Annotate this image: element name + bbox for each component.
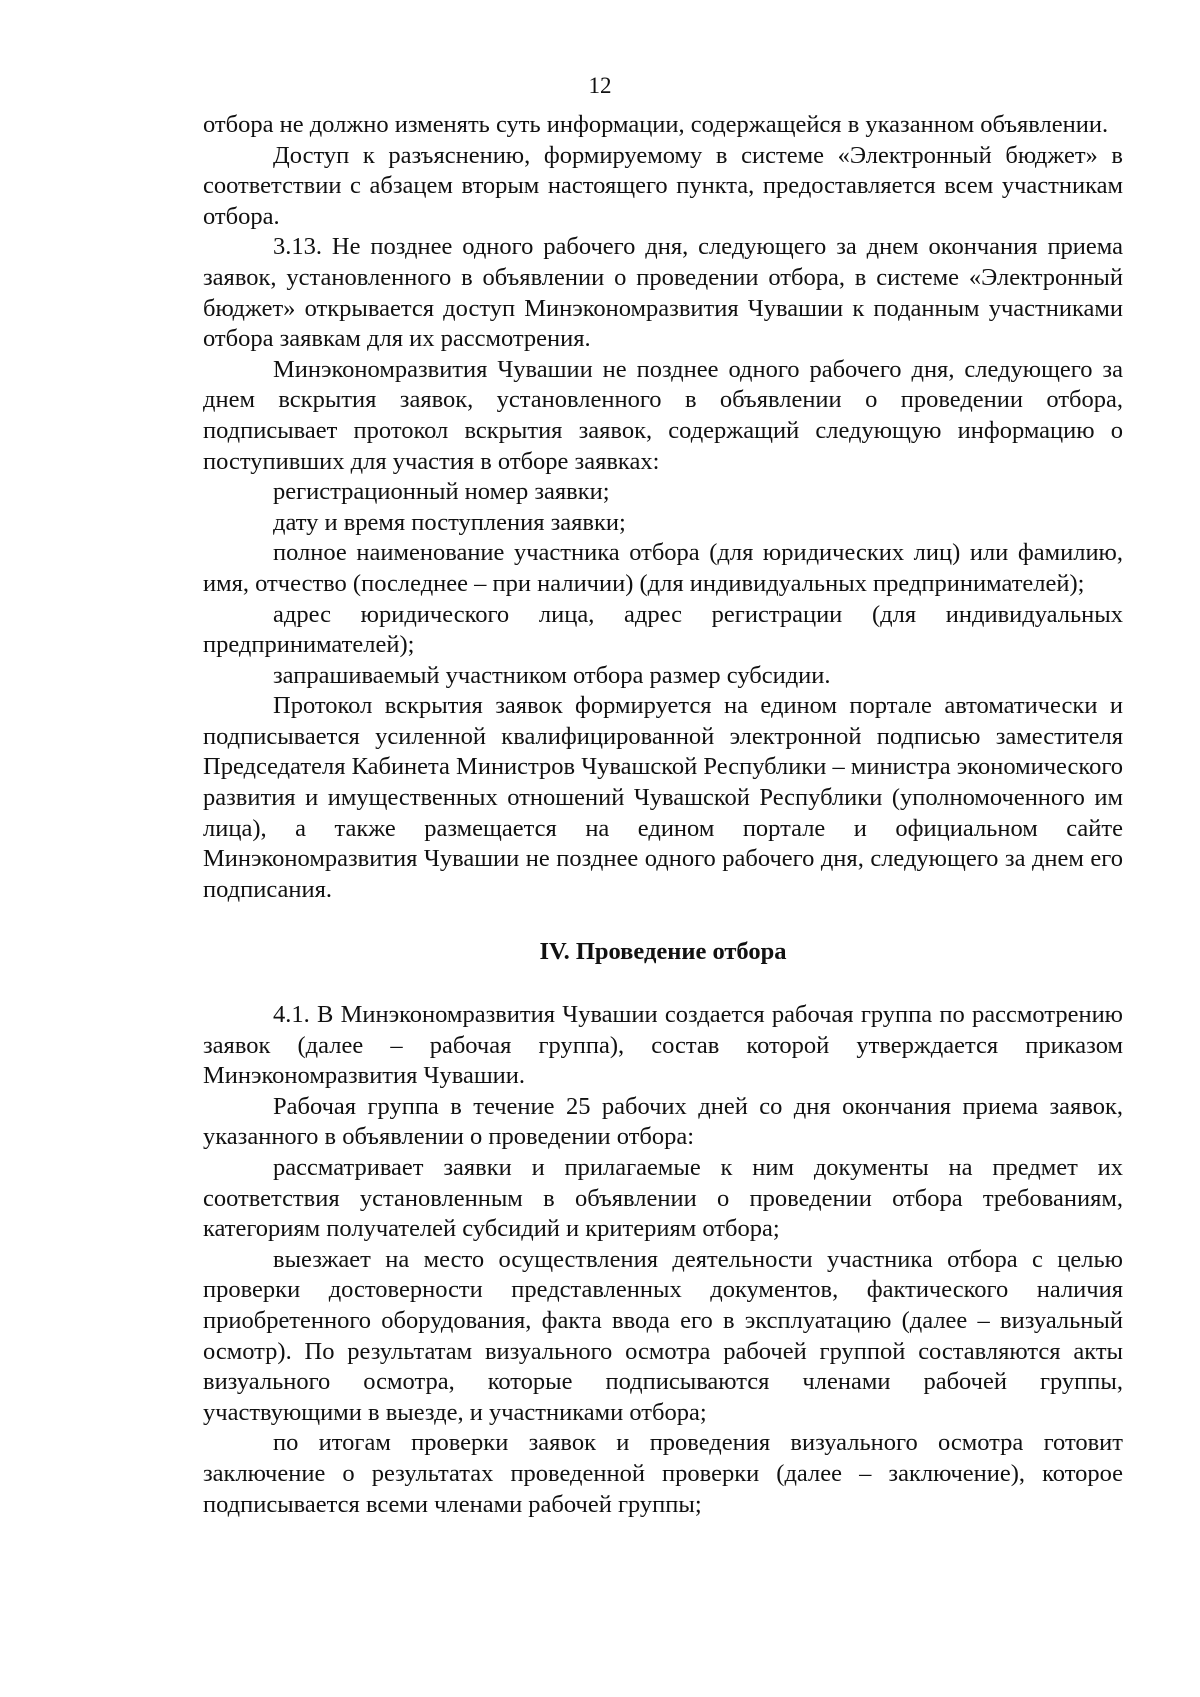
paragraph: рассматривает заявки и прилагаемые к ним документы на предмет их соответствия установленным в объявлении о проведении отбора требованиям, категориям получателей субсидий и критериям отбора; xyxy=(203,1154,1123,1243)
paragraph: Рабочая группа в течение 25 рабочих дней со дня окончания приема заявок, указанного в объявлении о проведении отбора: xyxy=(203,1092,1123,1151)
paragraph: 3.13. Не позднее одного рабочего дня, следующего за днем окончания приема заявок, установленного в объявлении о проведении отбора, в системе «Электронный бюджет» открывается доступ Минэкономразвития Чувашии к поданным участниками отбора заявкам для их рассмотрения. xyxy=(203,233,1123,353)
paragraph: Протокол вскрытия заявок формируется на едином портале автоматически и подписывается усиленной квалифицированной электронной подписью заместителя Председателя Кабинета Министров Чувашской Республики – министра экономического развития и имущественных отношений Чувашской Республики (уполномоченного им лица), а также размещается на едином портале и официальном сайте Минэкономразвития Чувашии не позднее одного рабочего дня, следующего за днем его подписания. xyxy=(203,692,1124,903)
paragraph: запрашиваемый участником отбора размер субсидии. xyxy=(273,661,831,689)
section-heading: IV. Проведение отбора xyxy=(539,938,787,966)
paragraph: отбора не должно изменять суть информации, содержащейся в указанном объявлении. xyxy=(203,111,1109,138)
document-body xyxy=(203,110,1123,1520)
paragraph: адрес юридического лица, адрес регистрации (для индивидуальных предпринимателей); xyxy=(203,600,1123,659)
paragraph: 4.1. В Минэкономразвития Чувашии создается рабочая группа по рассмотрению заявок (далее – рабочая группа), состав которой утверждается приказом Минэкономразвития Чувашии. xyxy=(203,1001,1123,1090)
paragraph: дату и время поступления заявки; xyxy=(273,508,626,536)
paragraphs-after xyxy=(203,1000,1123,1520)
paragraph: выезжает на место осуществления деятельности участника отбора с целью проверки достоверности представленных документов, фактического наличия приобретенного оборудования, факта ввода его в эксплуатацию (далее – визуальный осмотр). По результатам визуального осмотра рабочей группой составляются акты визуального осмотра, которые подписываются членами рабочей группы, участвующими в выезде, и участниками отбора; xyxy=(203,1245,1123,1426)
paragraph: полное наименование участника отбора (для юридических лиц) или фамилию, имя, отчество (последнее – при наличии) (для индивидуальных предпринимателей); xyxy=(203,539,1123,597)
paragraph: Доступ к разъяснению, формируемому в системе «Электронный бюджет» в соответствии с абзацем вторым настоящего пункта, предоставляется всем участникам отбора. xyxy=(203,141,1123,230)
paragraphs-before xyxy=(203,110,1123,905)
paragraph: регистрационный номер заявки; xyxy=(273,478,610,506)
page-number: 12 xyxy=(588,73,612,98)
paragraph: Минэкономразвития Чувашии не позднее одного рабочего дня, следующего за днем вскрытия заявок, установленного в объявлении о проведении отбора, подписывает протокол вскрытия заявок, содержащий следующую информацию о поступивших для участия в отборе заявках: xyxy=(203,355,1123,475)
paragraph: по итогам проверки заявок и проведения визуального осмотра готовит заключение о результатах проведенной проверки (далее – заключение), которое подписывается всеми членами рабочей группы; xyxy=(203,1429,1123,1518)
